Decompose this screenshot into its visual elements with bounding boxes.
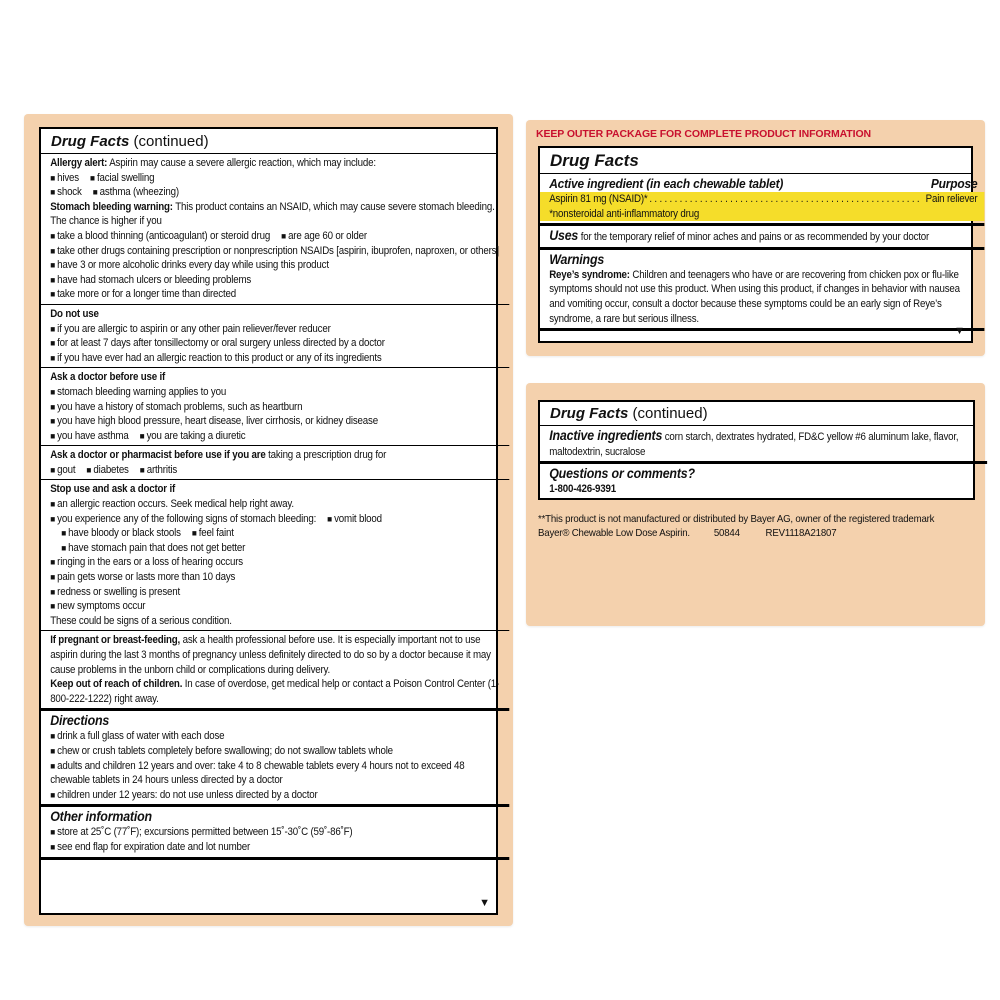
list-item: ■ if you have ever had an allergic reaction to this product or any of its ingredients [50,351,502,366]
list-item: ■ drink a full glass of water with each dose [50,729,502,744]
stomach-item: ■ have 3 or more alcoholic drinks every day while using this product [50,258,502,273]
stomach-item: ■ take a blood thinning (anticoagulant) or steroid drug■ are age 60 or older [50,229,502,244]
list-item: ■ you have a history of stomach problems, such as heartburn [50,400,502,415]
arrow-down-icon: ▼ [479,897,490,909]
pregnancy-section [41,631,510,711]
highlighted-ingredient: Aspirin 81 mg (NSAID)* . . . . . . . . . . . . . . . . . . . . . . . . . . . . . . . . . . . . . . . . . . . . . . . . . . . . . . Pain reliever *nonsteroidal anti-inflammatory drug [540,192,985,221]
list-item: ■ see end flap for expiration date and lot number [50,840,502,855]
list-item: ■ pain gets worse or lasts more than 10 days [50,570,502,585]
warnings-section [41,154,510,305]
list-item: ■ store at 25˚C (77˚F); excursions permitted between 15˚-30˚C (59˚-86˚F) [50,825,502,840]
arrow-down-icon: ▼ [954,325,965,337]
list-item: ■ children under 12 years: do not use unless directed by a doctor [50,788,502,803]
keep-outer-package-notice: KEEP OUTER PACKAGE FOR COMPLETE PRODUCT INFORMATION [536,128,871,140]
do-not-use-section [41,305,510,368]
drug-facts-box [538,146,978,343]
drug-facts-title: Drug Facts (continued) [550,405,708,422]
list-item: ■ for at least 7 days after tonsillectomy or oral surgery unless directed by a doctor [50,336,502,351]
list-item: ■ ringing in the ears or a loss of hearing occurs [50,555,502,570]
list-item: ■ you have high blood pressure, heart disease, liver cirrhosis, or kidney disease [50,414,502,429]
stomach-item: ■ have had stomach ulcers or bleeding problems [50,273,502,288]
purpose-heading: Purpose [930,176,978,191]
list-item: ■ stomach bleeding warning applies to you [50,385,502,400]
list-item: ■ new symptoms occur [50,599,502,614]
pregnancy-text: If pregnant or breast-feeding, ask a health professional before use. It is especially important not to use aspirin during the last 3 months of pregnancy unless definitely directed to do so by a doctor because it may cause problems in the unborn child or complications during delivery. [50,634,491,676]
drug-facts-continued-box [538,400,975,500]
ingredient-purpose: Pain reliever [925,193,978,205]
inactive-ingredients-section: Inactive ingredients corn starch, dextrates hydrated, FD&C yellow #6 aluminum lake, flavor, maltodextrin, sucralose [540,426,987,464]
list-item: ■ adults and children 12 years and over: take 4 to 8 chewable tablets every 4 hours not to exceed 48 chewable tablets in 24 hours unless directed by a doctor [50,759,502,788]
drug-facts-header [41,129,496,154]
active-ingredient-header: Active ingredient (in each chewable tablet) Purpose [549,176,978,191]
stop-use-section [41,480,510,631]
list-item: ■ you experience any of the following signs of stomach bleeding:■ vomit blood [50,512,502,527]
ask-doctor-heading: Ask a doctor before use if [50,371,166,384]
warnings-section [540,250,985,331]
questions-section [540,464,987,499]
drug-facts-continued-box [39,127,498,915]
drug-facts-header [540,148,971,174]
drug-facts-header [540,402,973,426]
allergy-row-1: ■ hives■ facial swelling [50,171,502,186]
drug-facts-title: Drug Facts (continued) [51,133,209,150]
left-label-panel [24,114,513,926]
list-item: ■ chew or crush tablets completely before swallowing; do not swallow tablets whole [50,744,502,759]
list-item: ■ have bloody or black stools■ feel faint [50,526,502,541]
stop-use-footer: These could be signs of a serious condition. [50,614,232,627]
list-item: ■ gout■ diabetes■ arthritis [50,463,502,478]
list-item: ■ if you are allergic to aspirin or any other pain reliever/fever reducer [50,322,502,337]
drug-facts-title: Drug Facts [550,151,639,170]
footnote: *nonsteroidal anti-inflammatory drug [549,207,700,220]
code-50844: 50844 [713,526,740,539]
trademark-note-line: Bayer® Chewable Low Dose Aspirin. 50844 REV1118A21807 [538,526,837,539]
ask-pharmacist-text: Ask a doctor or pharmacist before use if you are taking a prescription drug for [50,449,387,462]
trademark-note-line: **This product is not manufactured or distributed by Bayer AG, owner of the registered trademark [538,513,935,525]
other-information-section [41,807,510,859]
revision-code: REV1118A21807 [765,526,837,539]
do-not-use-heading: Do not use [50,307,99,320]
list-item: ■ an allergic reaction occurs. Seek medical help right away. [50,497,502,512]
active-ingredient-section [540,174,985,226]
directions-section [41,711,510,807]
stomach-warning: Stomach bleeding warning: This product contains an NSAID, which may cause severe stomach bleeding. The chance is higher if you [50,200,495,228]
stop-use-heading: Stop use and ask a doctor if [50,483,176,496]
list-item: ■ redness or swelling is present [50,585,502,600]
allergy-row-2: ■ shock■ asthma (wheezing) [50,185,502,200]
uses-section: Uses for the temporary relief of minor aches and pains or as recommended by your doctor [540,226,985,250]
warnings-heading: Warnings [549,251,605,267]
questions-heading: Questions or comments? [549,466,695,482]
keep-out-text: Keep out of reach of children. In case of overdose, get medical help or contact a Poison Control Center (1-800-222-1222) right away. [50,678,500,705]
reye-warning: Reye’s syndrome: Children and teenagers who have or are recovering from chicken pox or flu-like symptoms should not use this product. When using this product, if changes in behavior with nausea and vomiting occur, consult a doctor because these symptoms could be an early sign of Reye’s syndrome, a rare but serious illness. [549,268,960,325]
ask-pharmacist-section [41,446,510,480]
top-right-label-panel [526,120,985,356]
trademark-note [538,513,943,540]
ingredient-name: Aspirin 81 mg (NSAID)* [549,193,648,205]
stomach-item: ■ take more or for a longer time than directed [50,287,502,302]
stomach-item: ■ take other drugs containing prescription or nonprescription NSAIDs [aspirin, ibuprofen, naproxen, or others] [50,244,502,259]
bottom-right-label-panel [526,383,985,626]
allergy-alert: Allergy alert: Aspirin may cause a severe allergic reaction, which may include: [50,157,376,169]
other-information-heading: Other information [50,809,152,825]
list-item: ■ have stomach pain that does not get better [50,541,502,556]
directions-heading: Directions [50,713,110,729]
list-item: ■ you have asthma■ you are taking a diuretic [50,429,502,444]
phone-number: 1-800-426-9391 [549,483,616,496]
ask-doctor-section [41,368,510,446]
